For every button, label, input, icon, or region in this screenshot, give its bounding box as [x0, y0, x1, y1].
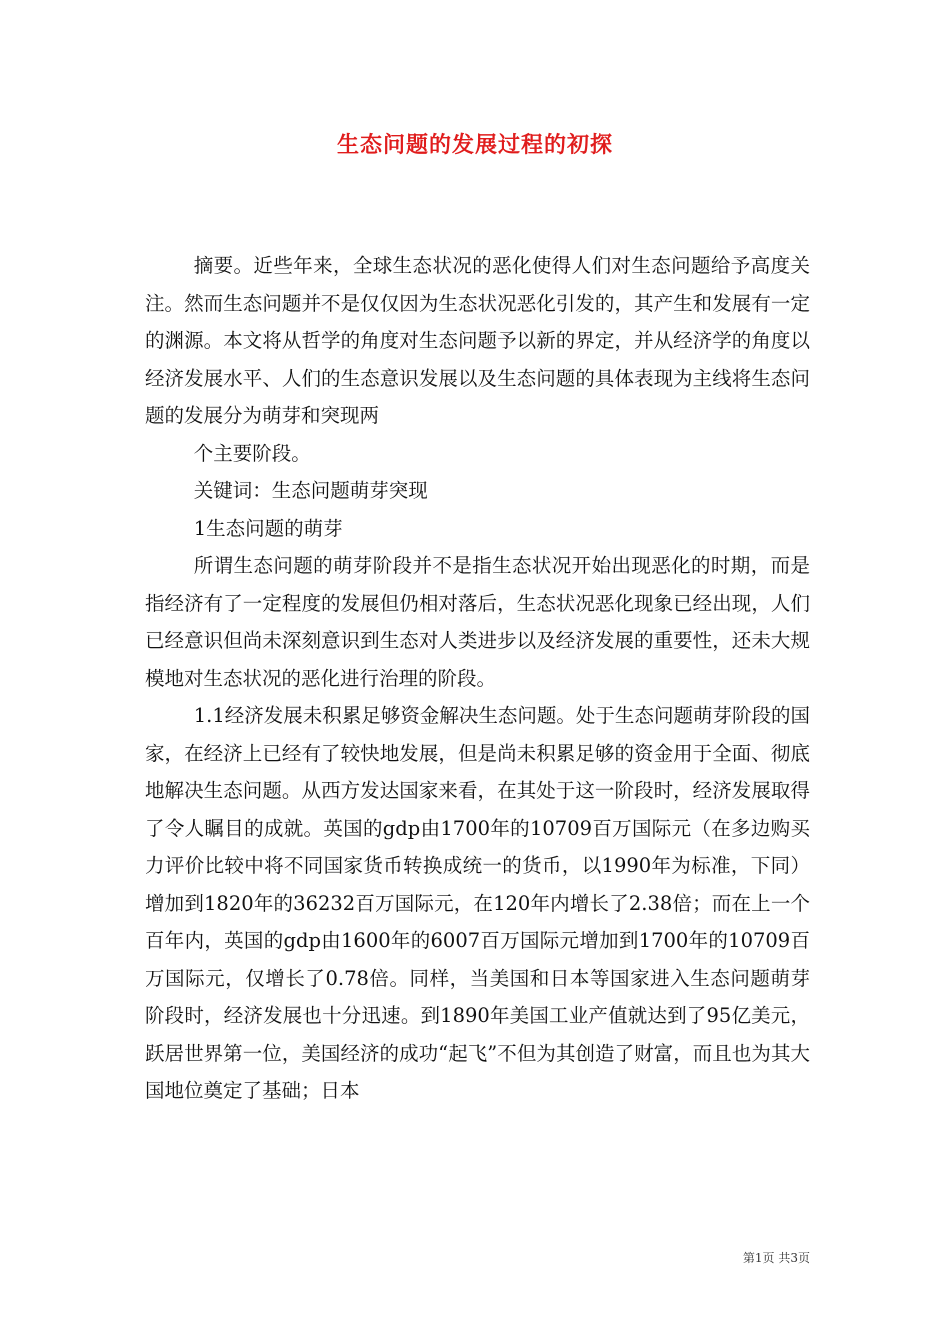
- section-1-paragraph: 所谓生态问题的萌芽阶段并不是指生态状况开始出现恶化的时期，而是指经济有了一定程度的发展但仍相对落后，生态状况恶化现象已经出现，人们已经意识但尚未深刻意识到生态对人类进步以及经济发展的重要性，还未大规模地对生态状况的恶化进行治理的阶段。: [145, 554, 810, 690]
- section-heading-1: 1生态问题的萌芽: [193, 516, 343, 540]
- page-number-footer: 第1页 共3页: [742, 1251, 810, 1265]
- abstract-continuation: 个主要阶段。: [193, 441, 311, 465]
- section-1-1-paragraph: 1.1经济发展未积累足够资金解决生态问题。处于生态问题萌芽阶段的国家，在经济上已经有了较快地发展，但是尚未积累足够的资金用于全面、彻底地解决生态问题。从西方发达国家来看，在其处于这一阶段时，经济发展取得了令人瞩目的成就。英国的gdp由1700年的10709百万国际元（在多边购买力评价比较中将不同国家货币转换成统一的货币，以1990年为标准，下同）增加到1820年的36232百万国际元，在120年内增长了2.38倍；而在上一个百年内，英国的gdp由1600年的6007百万国际元增加到1700年的10709百万国际元，仅增长了0.78倍。同样，当美国和日本等国家进入生态问题萌芽阶段时，经济发展也十分迅速。到1890年美国工业产值就达到了95亿美元，跃居世界第一位，美国经济的成功“起飞”不但为其创造了财富，而且也为其大国地位奠定了基础；日本: [145, 704, 810, 1102]
- keywords-line: 关键词：生态问题萌芽突现: [193, 479, 428, 502]
- document-title: 生态问题的发展过程的初探: [336, 132, 613, 158]
- document-body: [145, 247, 810, 1110]
- abstract-paragraph: 摘要。近些年来，全球生态状况的恶化使得人们对生态问题给予高度关注。然而生态问题并不是仅仅因为生态状况恶化引发的，其产生和发展有一定的渊源。本文将从哲学的角度对生态问题予以新的界定，并从经济学的角度以经济发展水平、人们的生态意识发展以及生态问题的具体表现为主线将生态问题的发展分为萌芽和突现两: [145, 254, 810, 427]
